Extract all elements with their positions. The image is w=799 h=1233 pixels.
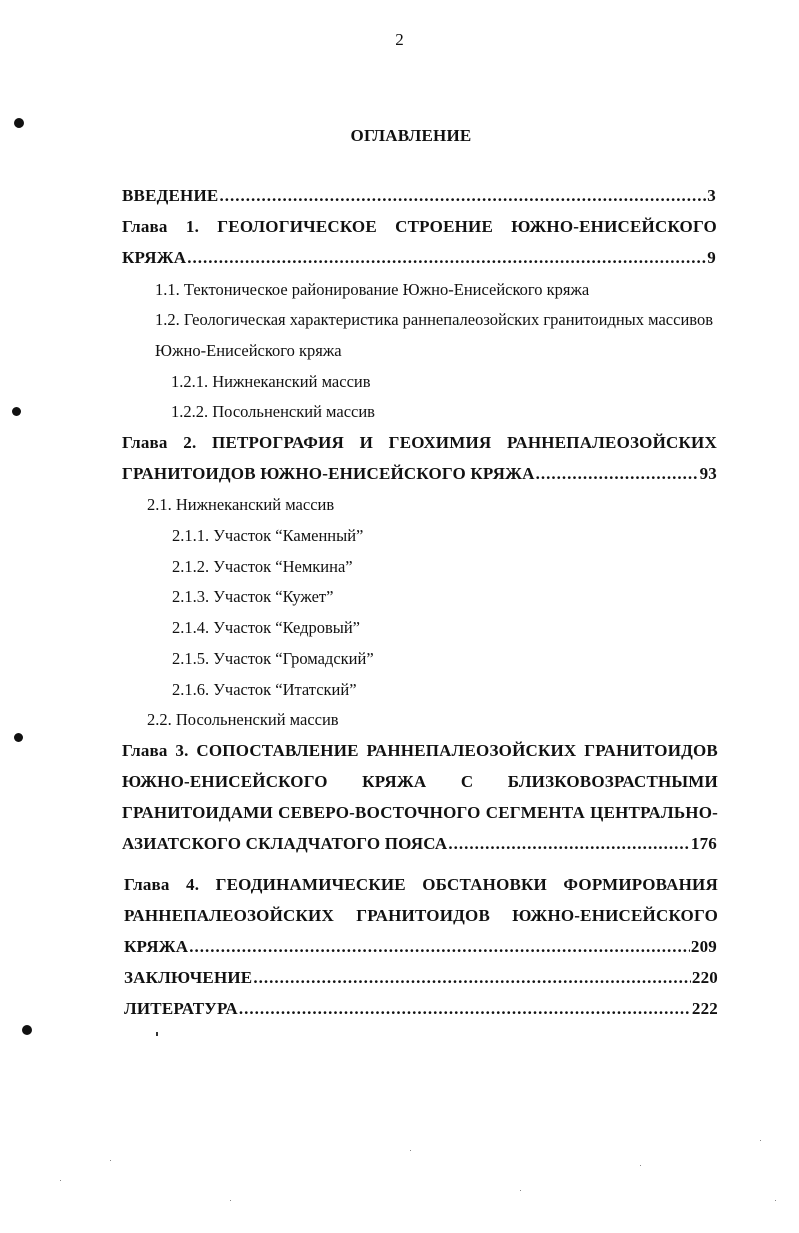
toc-section-2-1-6[interactable]: 2.1.6. Участок “Итатский”: [172, 680, 357, 699]
toc-section-2-1-2[interactable]: 2.1.2. Участок “Немкина”: [172, 557, 353, 576]
word: РАННЕПАЛЕОЗОЙСКИХ: [366, 741, 577, 760]
word: ФОРМИРОВАНИЯ: [563, 875, 718, 894]
word: 1.: [185, 217, 200, 236]
word: И: [359, 433, 374, 452]
scan-noise: [760, 1140, 761, 1141]
word: ГРАНИТОИДАМИ: [122, 803, 273, 822]
toc-entry-label: КРЯЖА: [122, 248, 187, 267]
toc-entry-label: ГРАНИТОИДОВ ЮЖНО-ЕНИСЕЙСКОГО КРЯЖА: [122, 464, 535, 483]
dot-leader: [536, 464, 699, 484]
scan-noise: [110, 1160, 111, 1161]
toc-entry-intro[interactable]: [122, 186, 716, 206]
word: ГРАНИТОИДОВ: [356, 906, 490, 925]
toc-entry-page: 9: [707, 248, 716, 267]
toc-entry-page: 220: [691, 968, 718, 987]
word: 4.: [186, 875, 200, 894]
toc-entry-label: КРЯЖА: [124, 937, 189, 956]
toc-chapter-2-line-1[interactable]: [122, 433, 717, 453]
toc-entry-page: 3: [707, 186, 716, 205]
word: ЦЕНТРАЛЬНО-: [590, 803, 718, 822]
toc-entry-label: ЗАКЛЮЧЕНИЕ: [124, 968, 253, 987]
scan-speck: [22, 1025, 32, 1035]
toc-section-2-1-4[interactable]: 2.1.4. Участок “Кедровый”: [172, 618, 360, 637]
toc-entry-page: 93: [699, 464, 717, 483]
dot-leader: [189, 937, 690, 957]
toc-section-1-2-1[interactable]: 1.2.1. Нижнеканский массив: [171, 372, 371, 391]
word: 2.: [183, 433, 197, 452]
toc-section-2-2[interactable]: 2.2. Посольненский массив: [147, 710, 339, 729]
word: Глава: [122, 217, 168, 236]
page-number: 2: [395, 30, 404, 49]
toc-entry-conclusion[interactable]: [124, 968, 718, 988]
toc-chapter-4-line-3[interactable]: [124, 937, 717, 957]
scan-noise: [410, 1150, 411, 1151]
toc-title: ОГЛАВЛЕНИЕ: [350, 126, 472, 145]
toc-section-2-1-5[interactable]: 2.1.5. Участок “Громадский”: [172, 649, 374, 668]
toc-section-1-2[interactable]: 1.2. Геологическая характеристика раннепалеозойских гранитоидных массивов: [155, 310, 713, 329]
toc-entry-page: 209: [690, 937, 717, 956]
word: ГРАНИТОИДОВ: [584, 741, 718, 760]
toc-chapter-4-line-2[interactable]: [124, 906, 718, 926]
toc-section-1-2-cont[interactable]: Южно-Енисейского кряжа: [155, 341, 342, 360]
word: ПЕТРОГРАФИЯ: [212, 433, 344, 452]
word: ЮЖНО-ЕНИСЕЙСКОГО: [512, 906, 718, 925]
toc-section-2-1-3[interactable]: 2.1.3. Участок “Кужет”: [172, 587, 334, 606]
word: С: [460, 772, 474, 791]
toc-section-1-2-2[interactable]: 1.2.2. Посольненский массив: [171, 402, 375, 421]
word: 3.: [175, 741, 189, 760]
word: ОБСТАНОВКИ: [422, 875, 547, 894]
scan-noise: [520, 1190, 521, 1191]
dot-leader: [448, 834, 690, 854]
word: КРЯЖА: [362, 772, 427, 791]
word: РАННЕПАЛЕОЗОЙСКИХ: [124, 906, 334, 925]
toc-entry-page: 176: [690, 834, 717, 853]
toc-section-1-1[interactable]: 1.1. Тектоническое районирование Южно-Енисейского кряжа: [155, 280, 590, 299]
word: СЕВЕРО-ВОСТОЧНОГО: [278, 803, 481, 822]
word: ЮЖНО-ЕНИСЕЙСКОГО: [511, 217, 717, 236]
toc-chapter-3-line-2[interactable]: [122, 772, 718, 792]
word: Глава: [124, 875, 170, 894]
scan-speck: [14, 733, 23, 742]
scan-noise: [640, 1165, 641, 1166]
word: Глава: [122, 433, 168, 452]
scan-noise: [230, 1200, 231, 1201]
word: СОПОСТАВЛЕНИЕ: [196, 741, 359, 760]
toc-entry-page: 222: [691, 999, 718, 1018]
word: ГЕОДИНАМИЧЕСКИЕ: [215, 875, 406, 894]
word: Глава: [122, 741, 168, 760]
word: ЮЖНО-ЕНИСЕЙСКОГО: [122, 772, 328, 791]
scan-noise: [156, 1032, 158, 1036]
dot-leader: [239, 999, 691, 1019]
scan-noise: [775, 1200, 776, 1201]
word: ГЕОХИМИЯ: [388, 433, 492, 452]
toc-entry-label: АЗИАТСКОГО СКЛАДЧАТОГО ПОЯСА: [122, 834, 448, 853]
toc-chapter-3-line-3[interactable]: [122, 803, 718, 823]
toc-entry-label: ВВЕДЕНИЕ: [122, 186, 219, 205]
toc-section-2-1[interactable]: 2.1. Нижнеканский массив: [147, 495, 335, 514]
toc-chapter-1-line-1[interactable]: [122, 217, 717, 237]
scan-noise: [60, 1180, 61, 1181]
word: БЛИЗКОВОЗРАСТНЫМИ: [507, 772, 718, 791]
word: ГЕОЛОГИЧЕСКОЕ: [217, 217, 377, 236]
toc-chapter-3-line-1[interactable]: [122, 741, 718, 761]
toc-chapter-4-line-1[interactable]: [124, 875, 718, 895]
scan-speck: [14, 118, 24, 128]
dot-leader: [187, 248, 706, 268]
dot-leader: [253, 968, 691, 988]
word: РАННЕПАЛЕОЗОЙСКИХ: [507, 433, 717, 452]
toc-entry-references[interactable]: [124, 999, 718, 1019]
toc-section-2-1-1[interactable]: 2.1.1. Участок “Каменный”: [172, 526, 364, 545]
toc-chapter-3-line-4[interactable]: [122, 834, 717, 854]
toc-chapter-2-line-2[interactable]: [122, 464, 717, 484]
word: СЕГМЕНТА: [485, 803, 585, 822]
toc-chapter-1-line-2[interactable]: [122, 248, 716, 268]
word: СТРОЕНИЕ: [395, 217, 494, 236]
dot-leader: [219, 186, 706, 206]
toc-entry-label: ЛИТЕРАТУРА: [124, 999, 238, 1018]
scan-speck: [12, 407, 21, 416]
